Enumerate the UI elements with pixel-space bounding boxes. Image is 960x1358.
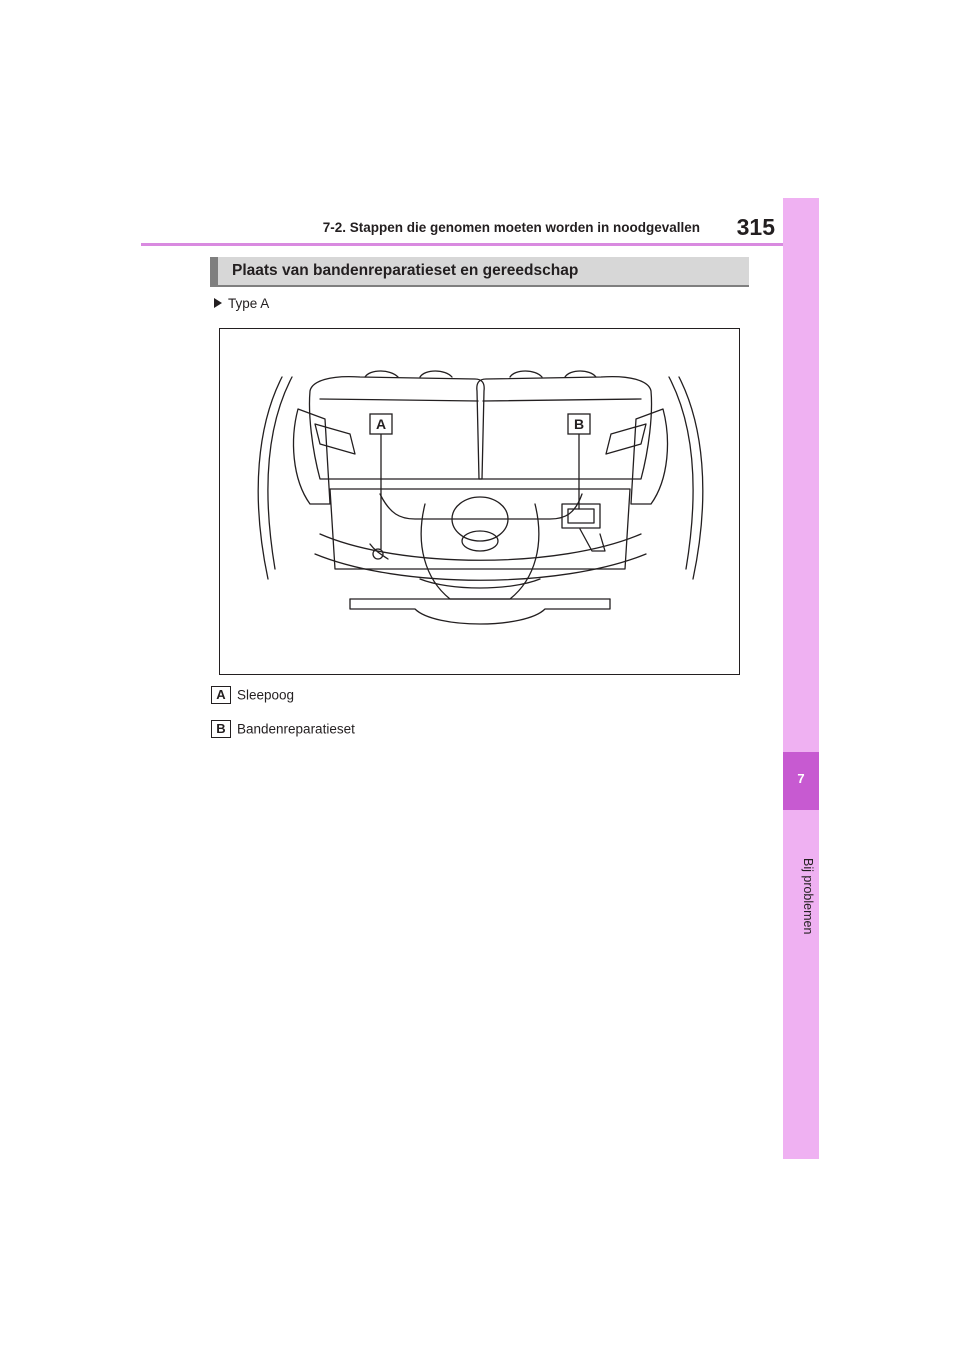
legend-key-b: B: [211, 720, 231, 738]
callout-b-label: B: [573, 416, 585, 432]
trunk-illustration: [220, 329, 741, 676]
page-number: 315: [736, 214, 775, 240]
chapter-side-tab: [783, 198, 819, 1159]
bullet-label: Type A: [228, 296, 270, 311]
legend-text-b: Bandenreparatieset: [237, 721, 355, 737]
legend-item-a: [211, 686, 294, 704]
callout-a-label: A: [375, 416, 387, 432]
triangle-bullet-icon: [214, 298, 222, 308]
chapter-name: Bij problemen: [801, 858, 815, 935]
legend-key-a: A: [211, 686, 231, 704]
section-title: Plaats van bandenreparatieset en gereedschap: [232, 262, 579, 279]
legend-text-a: Sleepoog: [237, 687, 295, 703]
running-header: 7-2. Stappen die genomen moeten worden in noodgevallen: [322, 220, 700, 235]
chapter-number: 7: [797, 771, 805, 786]
trunk-illustration-frame: [219, 328, 740, 675]
type-bullet: [214, 296, 269, 311]
header-divider: [141, 243, 783, 246]
legend-item-b: [211, 720, 355, 738]
section-heading-box: [210, 257, 749, 287]
